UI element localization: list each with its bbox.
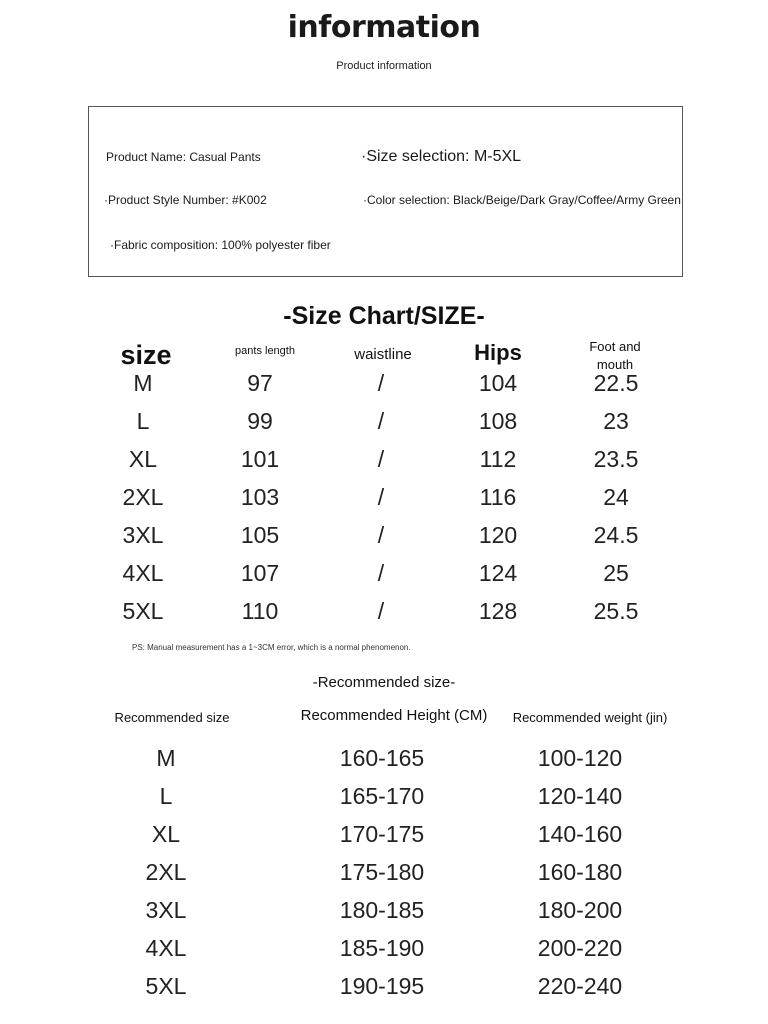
foot-mouth-header-line1: Foot and — [589, 339, 641, 354]
recommended-weight-cell: 220-240 — [537, 973, 623, 999]
recommended-size-title: -Recommended size- — [312, 674, 456, 691]
size-chart-waistline-cell: / — [377, 408, 385, 434]
size-chart-foot-mouth-cell: 23 — [603, 408, 629, 434]
measurement-note: PS: Manual measurement has a 1~3CM error, which is a normal phenomenon. — [132, 643, 411, 652]
size-chart-foot-mouth-cell: 22.5 — [593, 370, 639, 396]
size-chart-pants-length-cell: 101 — [240, 446, 280, 472]
size-chart-size-cell: L — [136, 408, 150, 434]
hips-column-header: Hips — [474, 340, 522, 365]
size-chart-size-cell: XL — [128, 446, 158, 472]
pants-length-column-header: pants length — [235, 345, 295, 357]
size-chart-pants-length-cell: 107 — [240, 560, 280, 586]
recommended-height-cell: 185-190 — [339, 935, 425, 961]
size-chart-hips-cell: 104 — [478, 370, 518, 396]
size-chart-waistline-cell: / — [377, 522, 385, 548]
size-chart-size-cell: 4XL — [122, 560, 164, 586]
size-chart-pants-length-cell: 99 — [247, 408, 273, 434]
recommended-size-cell: 5XL — [145, 973, 187, 999]
foot-mouth-header-line2: mouth — [596, 357, 634, 372]
recommended-weight-header: Recommended weight (jin) — [512, 710, 668, 725]
recommended-weight-cell: 120-140 — [537, 783, 623, 809]
recommended-size-cell: XL — [151, 821, 181, 847]
recommended-weight-cell: 160-180 — [537, 859, 623, 885]
recommended-size-cell: 4XL — [145, 935, 187, 961]
waistline-column-header: waistline — [354, 346, 412, 363]
color-selection: ·Color selection: Black/Beige/Dark Gray/Coffee/Army Green — [363, 193, 681, 207]
recommended-size-header: Recommended size — [114, 710, 230, 725]
recommended-size-cell: 3XL — [145, 897, 187, 923]
size-chart-waistline-cell: / — [377, 484, 385, 510]
size-chart-pants-length-cell: 105 — [240, 522, 280, 548]
recommended-height-cell: 180-185 — [339, 897, 425, 923]
recommended-weight-cell: 200-220 — [537, 935, 623, 961]
recommended-size-cell: L — [159, 783, 173, 809]
recommended-weight-cell: 180-200 — [537, 897, 623, 923]
product-style-number: ·Product Style Number: #K002 — [104, 193, 267, 207]
size-chart-waistline-cell: / — [377, 370, 385, 396]
page-subtitle: Product information — [336, 60, 432, 72]
size-chart-hips-cell: 120 — [478, 522, 518, 548]
size-chart-waistline-cell: / — [377, 598, 385, 624]
size-chart-size-cell: 2XL — [122, 484, 164, 510]
size-chart-size-cell: 3XL — [122, 522, 164, 548]
fabric-composition: ·Fabric composition: 100% polyester fiber — [110, 238, 331, 252]
product-name: Product Name: Casual Pants — [106, 150, 261, 164]
recommended-height-cell: 190-195 — [339, 973, 425, 999]
recommended-size-cell: M — [156, 745, 176, 771]
page-title: information — [287, 10, 481, 45]
recommended-height-cell: 175-180 — [339, 859, 425, 885]
size-chart-foot-mouth-cell: 23.5 — [593, 446, 639, 472]
size-chart-foot-mouth-cell: 25.5 — [593, 598, 639, 624]
size-chart-hips-cell: 116 — [479, 484, 517, 510]
size-chart-foot-mouth-cell: 24 — [603, 484, 629, 510]
recommended-height-cell: 160-165 — [339, 745, 425, 771]
size-chart-foot-mouth-cell: 25 — [603, 560, 629, 586]
recommended-weight-cell: 100-120 — [537, 745, 623, 771]
recommended-height-cell: 165-170 — [339, 783, 425, 809]
size-chart-waistline-cell: / — [377, 446, 385, 472]
size-chart-waistline-cell: / — [377, 560, 385, 586]
size-chart-foot-mouth-cell: 24.5 — [593, 522, 639, 548]
size-chart-hips-cell: 108 — [478, 408, 518, 434]
size-chart-hips-cell: 112 — [479, 446, 517, 472]
size-chart-size-cell: M — [133, 370, 153, 396]
recommended-height-cell: 170-175 — [339, 821, 425, 847]
size-selection: ·Size selection: M-5XL — [361, 148, 522, 165]
size-chart-pants-length-cell: 97 — [247, 370, 273, 396]
size-chart-hips-cell: 124 — [478, 560, 518, 586]
size-chart-hips-cell: 128 — [478, 598, 518, 624]
recommended-height-header: Recommended Height (CM) — [300, 707, 488, 724]
size-chart-size-cell: 5XL — [122, 598, 164, 624]
recommended-weight-cell: 140-160 — [537, 821, 623, 847]
size-chart-pants-length-cell: 110 — [241, 598, 279, 624]
recommended-size-cell: 2XL — [145, 859, 187, 885]
size-chart-title: -Size Chart/SIZE- — [283, 302, 485, 330]
foot-mouth-column-header — [589, 338, 640, 374]
size-column-header: size — [120, 340, 172, 370]
size-chart-pants-length-cell: 103 — [240, 484, 280, 510]
